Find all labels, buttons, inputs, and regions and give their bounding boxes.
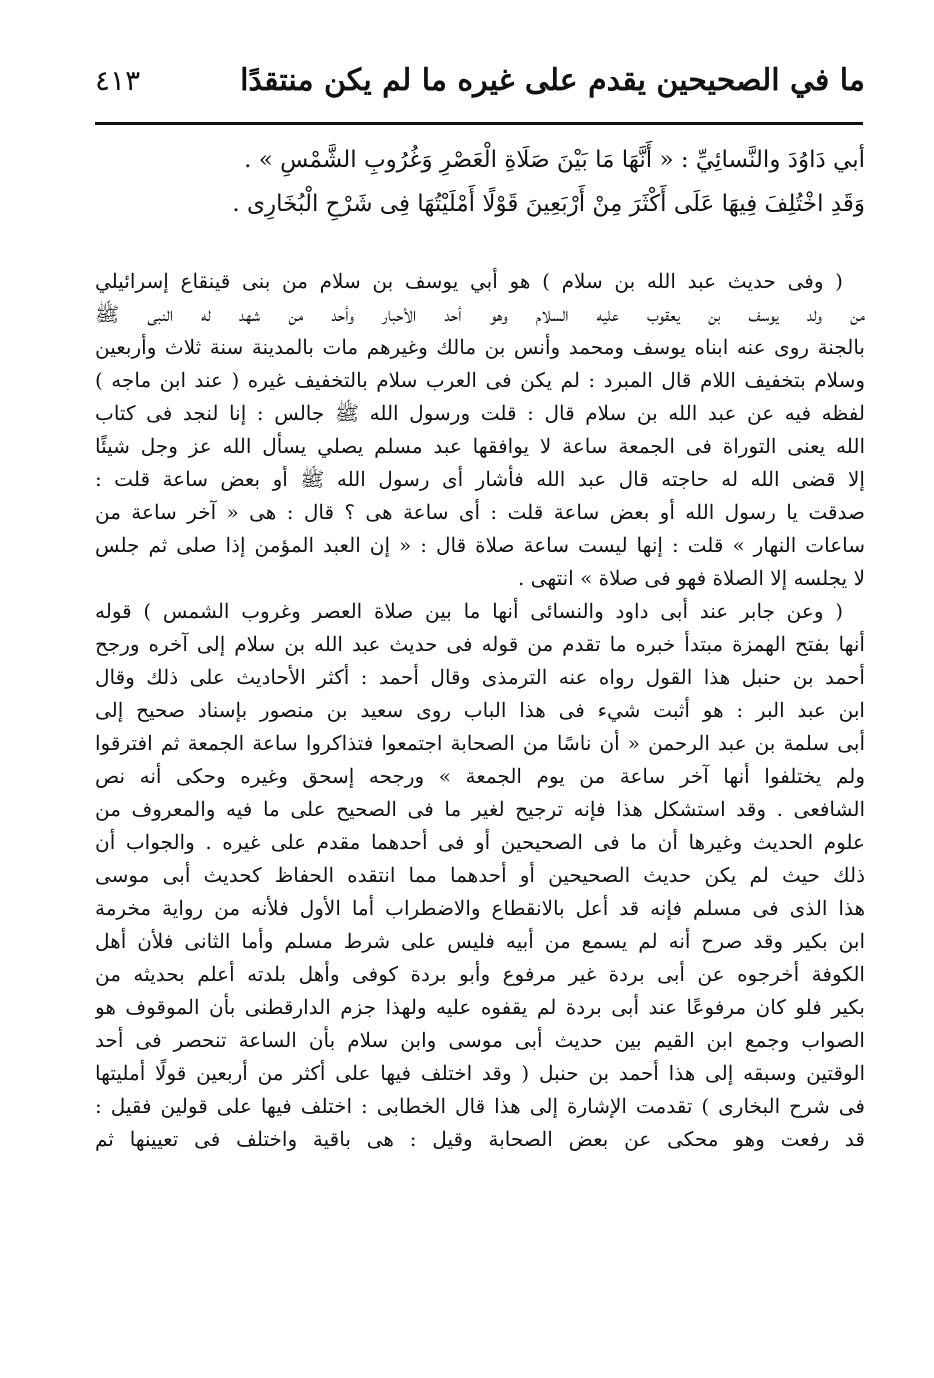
commentary-line: أحمد بن حنبل هذا القول رواه عنه الترمذى وقال أحمد : أكثر الأحاديث على ذلك وقال [95,665,865,689]
commentary-line: الكوفة أخرجوه عن أبى بردة غير مرفوع وأبو بردة كوفى وأهل بلدته أعلم بحديثه من [95,962,865,986]
commentary-line: ( وعن جابر عند أبى داود والنسائى أنها ما بين صلاة العصر وغروب الشمس ) قوله [95,599,843,623]
commentary-line: صدقت يا رسول الله أو بعض ساعة قلت : أى ساعة هى ؟ قال : هى « آخر ساعة من [95,500,865,524]
commentary-line: بكير فلو كان مرفوعًا عند أبى بردة لم يقفوه عليه ولهذا جزم الدارقطنى بأن الموقوف هو [95,995,865,1019]
commentary-line: لفظه فيه عن عبد الله بن سلام قال : قلت ورسول الله ﷺ جالس : إنا لنجد فى كتاب [95,401,865,425]
commentary-text [95,265,865,1156]
commentary-line: علوم الحديث وغيرها أن ما فى الصحيحين أو فى أحدهما مقدم على غيره . والجواب أن [95,830,865,854]
running-title: ما في الصحيحين يقدم على غيره ما لم يكن منتقدًا [240,63,865,98]
commentary-line: بالجنة روى عنه ابناه يوسف ومحمد وأنس بن مالك وغيرهم مات بالمدينة سنة ثلاث وأربعين [95,335,865,359]
commentary-line: الصواب وجمع ابن القيم بين حديث أبى موسى وابن سلام بأن الساعة تنحصر فى أحد [95,1028,865,1052]
commentary-line: فى شرح البخارى ) تقدمت الإشارة إلى هذا قال الخطابى : اختلف فيها على قولين فقيل : [95,1094,865,1118]
commentary-line: الشافعى . وقد استشكل هذا فإنه ترجيح لغير ما فى الصحيح على ما فيه والمعروف من [95,797,865,821]
commentary-line: من ولد يوسف بن يعقوب عليه السلام وهو أحد الأحبار وأحد من شهد له النبى ﷺ [95,302,865,326]
commentary-line: ساعات النهار » قلت : إنها ليست ساعة صلاة قال : « إن العبد المؤمن إذا صلى ثم جلس [95,533,865,557]
commentary-line: وسلام بتخفيف اللام قال المبرد : لم يكن فى العرب سلام بالتخفيف غيره ( عند ابن ماجه ) [95,368,865,392]
header-rule [95,122,863,125]
commentary-line: ( وفى حديث عبد الله بن سلام ) هو أبي يوسف بن سلام من بنى قينقاع إسرائيلي [95,269,843,293]
commentary-line: الوقتين وسبقه إلى هذا أحمد بن حنبل ( وقد اختلف فيها على أكثر من أربعين قولًا أمليتها [95,1061,865,1085]
commentary-line: ولم يختلفوا أنها آخر ساعة من يوم الجمعة » ورجحه إسحق وغيره وحكى أنه نص [95,764,865,788]
hadith-line: أبي دَاوُدَ والنَّسائِيِّ : « أَنَّهَا مَا بَيْنَ صَلَاةِ الْعَصْرِ وَغُرُوبِ الشَّمْسِ » . [244,147,865,173]
commentary-line: إلا قضى الله له حاجته قال عبد الله فأشار أى رسول الله ﷺ أو بعض ساعة قلت : [95,467,865,491]
commentary-line: الله يعنى التوراة فى الجمعة ساعة لا يوافقها عبد مسلم يصلي يسأل الله عز وجل شيئًا [95,434,865,458]
commentary-line: قد رفعت وهو محكى عن بعض الصحابة وقيل : هى باقية واختلف فى تعيينها ثم [95,1127,865,1151]
commentary-line: لا يجلسه إلا الصلاة فهو فى صلاة » انتهى . [517,566,865,590]
page-header [95,58,865,104]
page-number: ٤١٣ [95,64,141,97]
commentary-line: أبى سلمة بن عبد الرحمن « أن ناسًا من الصحابة اجتمعوا فتذاكروا ساعة الجمعة ثم افترقوا [95,731,865,755]
commentary-line: ابن عبد البر : هو أثبت شيء فى هذا الباب روى سعيد بن منصور بإسناد صحيح إلى [95,698,865,722]
commentary-line: أنها بفتح الهمزة مبتدأ خبره ما تقدم من قوله فى حديث عبد الله بن سلام إلى آخره ورجح [95,632,865,656]
hadith-line: وَقَدِ اخْتُلِفَ فِيهَا عَلَى أَكْثَرَ مِنْ أَرْبَعِينَ قَوْلًا أَمْلَيْتُهَا فِى شَرْحِ الْبُخَارِى . [232,191,865,217]
commentary-line: هذا الذى فى مسلم فإنه قد أعل بالانقطاع والاضطراب أما الأول فلأنه من رواية مخرمة [95,896,865,920]
commentary-line: ابن بكير وقد صرح أنه لم يسمع من أبيه فليس على شرط مسلم وأما الثانى فلأن أهل [95,929,865,953]
hadith-text [95,138,865,226]
commentary-line: ذلك حيث لم يكن حديث الصحيحين أو أحدهما مما انتقده الحفاظ كحديث أبى موسى [95,863,865,887]
